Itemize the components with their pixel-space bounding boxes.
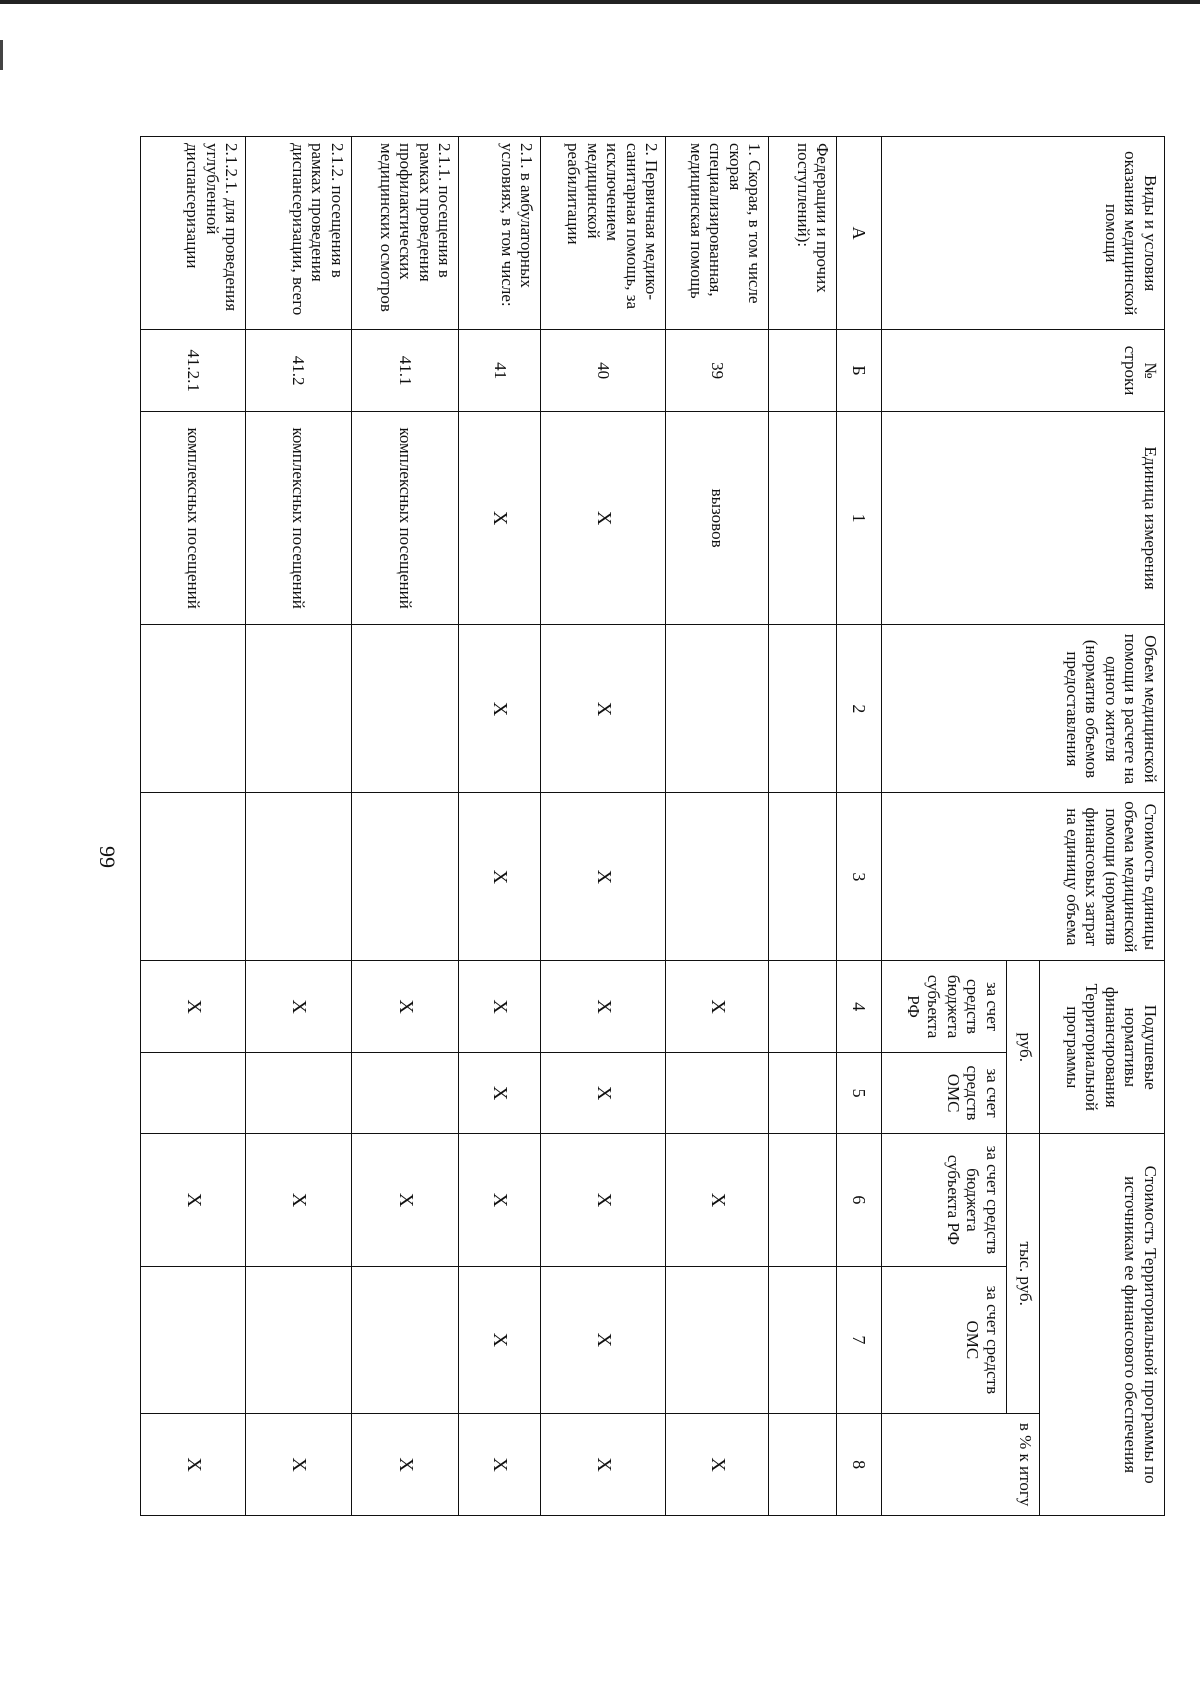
header-col-b: № строки xyxy=(881,330,1164,411)
table-cell-c7: X xyxy=(541,1266,666,1414)
table-cell-c5 xyxy=(351,1052,459,1133)
index-cell: А xyxy=(837,137,882,330)
table-cell-a: 2.1.2. посещения в рамках проведения диспансеризации, всего xyxy=(246,137,351,330)
table-cell-c6: X xyxy=(141,1134,246,1266)
table-cell-a: 2.1.2.1. для проведения углубленной диспансеризации xyxy=(141,137,246,330)
table-cell-c8: X xyxy=(666,1414,769,1516)
page-edge-mark xyxy=(0,40,3,70)
table-cell-c8: X xyxy=(141,1414,246,1516)
table-cell-c4: X xyxy=(246,961,351,1053)
table-cell-c1 xyxy=(769,411,837,625)
table-cell-c7 xyxy=(141,1266,246,1414)
table-cell-c1: комплексных посещений xyxy=(351,411,459,625)
table-cell-c7 xyxy=(666,1266,769,1414)
table-row xyxy=(246,137,351,1516)
header-col-6: за счет средств бюджета субъекта РФ xyxy=(881,1134,1006,1266)
header-row-1 xyxy=(1040,137,1165,1516)
table-cell-b: 41.2 xyxy=(246,330,351,411)
header-col-a: Виды и условия оказания медицинской помощи xyxy=(881,137,1164,330)
index-cell: 8 xyxy=(837,1414,882,1516)
table-cell-c4: X xyxy=(541,961,666,1053)
index-cell: 3 xyxy=(837,793,882,961)
table-cell-c5 xyxy=(246,1052,351,1133)
header-rub: руб. xyxy=(1006,961,1039,1134)
table-cell-b: 40 xyxy=(541,330,666,411)
table-row xyxy=(351,137,459,1516)
table-cell-c1: вызовов xyxy=(666,411,769,625)
table-cell-b: 41.2.1 xyxy=(141,330,246,411)
table-cell-c3: X xyxy=(459,793,541,961)
index-cell: 7 xyxy=(837,1266,882,1414)
table-cell-c4 xyxy=(769,961,837,1053)
table-cell-c7 xyxy=(769,1266,837,1414)
table-cell-c3: X xyxy=(541,793,666,961)
table-cell-c3 xyxy=(351,793,459,961)
table-cell-c8: X xyxy=(541,1414,666,1516)
table-cell-c5 xyxy=(769,1052,837,1133)
table-cell-c3 xyxy=(246,793,351,961)
table-cell-c1: X xyxy=(459,411,541,625)
header-col-3: Стоимость единицы объема медицинской помощи (норматив финансовых затрат на единицу объема xyxy=(881,793,1164,961)
table-row xyxy=(769,137,837,1516)
index-cell: 4 xyxy=(837,961,882,1053)
table-cell-c5 xyxy=(666,1052,769,1133)
header-col-1: Единица измерения xyxy=(881,411,1164,625)
table-row xyxy=(541,137,666,1516)
table-cell-c4: X xyxy=(666,961,769,1053)
index-cell: 6 xyxy=(837,1134,882,1266)
table-cell-a: 2.1. в амбулаторных условиях, в том числе: xyxy=(459,137,541,330)
table-cell-a: Федерации и прочих поступлений): xyxy=(769,137,837,330)
table-cell-c4: X xyxy=(459,961,541,1053)
table-body xyxy=(141,137,837,1516)
table-row xyxy=(666,137,769,1516)
index-cell: 2 xyxy=(837,625,882,793)
table-cell-c8 xyxy=(769,1414,837,1516)
table-cell-b: 41 xyxy=(459,330,541,411)
table-cell-c6 xyxy=(769,1134,837,1266)
table-cell-c1: X xyxy=(541,411,666,625)
index-row xyxy=(837,137,882,1516)
rotated-table-wrapper xyxy=(135,136,1165,1521)
table-cell-c7 xyxy=(246,1266,351,1414)
table-cell-c8: X xyxy=(351,1414,459,1516)
table-cell-c7: X xyxy=(459,1266,541,1414)
table-cell-c6: X xyxy=(351,1134,459,1266)
table-cell-c3 xyxy=(666,793,769,961)
table-cell-b: 39 xyxy=(666,330,769,411)
table-cell-c8: X xyxy=(459,1414,541,1516)
table-cell-c5: X xyxy=(459,1052,541,1133)
table-cell-c2 xyxy=(769,625,837,793)
index-cell: 1 xyxy=(837,411,882,625)
header-col-2: Объем медицинской помощи в расчете на одного жителя (норматив объемов предоставления xyxy=(881,625,1164,793)
table-cell-c2: X xyxy=(459,625,541,793)
table-cell-c2 xyxy=(351,625,459,793)
header-col-5: за счет средств ОМС xyxy=(881,1052,1006,1133)
table-cell-c3 xyxy=(141,793,246,961)
table-cell-c6: X xyxy=(459,1134,541,1266)
table-cell-c2 xyxy=(666,625,769,793)
table-cell-a: 2. Первичная медико-санитарная помощь, за исключением медицинской реабилитации xyxy=(541,137,666,330)
header-col-4: за счет средств бюджета субъекта РФ xyxy=(881,961,1006,1053)
table-row xyxy=(141,137,246,1516)
table-cell-c2: X xyxy=(541,625,666,793)
table-cell-c6: X xyxy=(246,1134,351,1266)
header-col-678: Стоимость Территориальной программы по источникам ее финансового обеспечения xyxy=(1040,1134,1165,1516)
index-cell: 5 xyxy=(837,1052,882,1133)
table-cell-b: 41.1 xyxy=(351,330,459,411)
table-cell-c2 xyxy=(246,625,351,793)
table-cell-c5 xyxy=(141,1052,246,1133)
financing-table xyxy=(140,136,1165,1516)
table-cell-c4: X xyxy=(141,961,246,1053)
header-col-7: за счет средств ОМС xyxy=(881,1266,1006,1414)
header-ths-rub: тыс. руб. xyxy=(1006,1134,1039,1414)
table-cell-c1: комплексных посещений xyxy=(141,411,246,625)
page-edge xyxy=(0,0,1200,4)
table-cell-c2 xyxy=(141,625,246,793)
table-cell-c8: X xyxy=(246,1414,351,1516)
header-col-8: в % к итогу xyxy=(881,1414,1039,1516)
table-cell-c7 xyxy=(351,1266,459,1414)
table-cell-c6: X xyxy=(666,1134,769,1266)
table-cell-a: 1. Скорая, в том числе скорая специализированная, медицинская помощь xyxy=(666,137,769,330)
table-cell-c1: комплексных посещений xyxy=(246,411,351,625)
table-cell-a: 2.1.1. посещения в рамках проведения профилактических медицинских осмотров xyxy=(351,137,459,330)
table-row xyxy=(459,137,541,1516)
header-col-45: Подушевые нормативы финансирования Территориальной программы xyxy=(1040,961,1165,1134)
table-cell-c5: X xyxy=(541,1052,666,1133)
table-cell-c4: X xyxy=(351,961,459,1053)
table-cell-c3 xyxy=(769,793,837,961)
table-cell-b xyxy=(769,330,837,411)
table-cell-c6: X xyxy=(541,1134,666,1266)
page-number: 99 xyxy=(95,846,120,868)
index-cell: Б xyxy=(837,330,882,411)
